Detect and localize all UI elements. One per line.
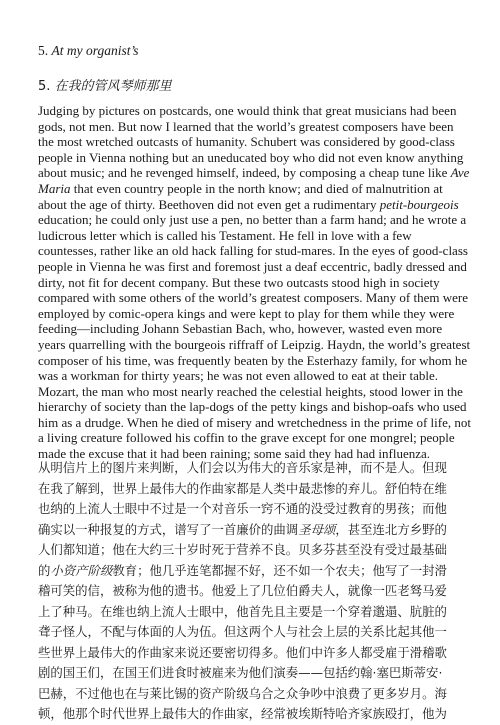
text-run: countesses, rather like an old hack falling for stud-mares. In the eyes of good-class bbox=[38, 243, 468, 259]
text-run: ，甚至连北方乡野的 bbox=[335, 521, 447, 537]
section-heading-english bbox=[38, 43, 139, 59]
text-line bbox=[38, 197, 470, 213]
text-line bbox=[38, 290, 470, 306]
text-line bbox=[38, 684, 470, 705]
text-line bbox=[38, 399, 470, 415]
text-line bbox=[38, 415, 470, 431]
text-run: 也纳的上流人士眼中不过是一个对音乐一窍不通的没受过教育的男孩；而他 bbox=[38, 501, 447, 516]
text-line bbox=[38, 306, 470, 322]
text-run: a living creature followed his coffin to the grave except for one mongrel; people bbox=[38, 430, 455, 446]
text-run: Judging by pictures on postcards, one would think that great musicians had been bbox=[38, 103, 457, 118]
text-line bbox=[38, 259, 470, 275]
text-line bbox=[38, 561, 470, 582]
text-line bbox=[38, 581, 470, 602]
text-line bbox=[38, 228, 470, 244]
text-line bbox=[38, 103, 470, 119]
text-run: 的 bbox=[38, 562, 51, 578]
section-heading-chinese bbox=[38, 75, 172, 94]
text-run: 巴赫，不过他也在与莱比锡的资产阶级乌合之众争吵中浪费了更多岁月。海 bbox=[38, 685, 447, 701]
text-line bbox=[38, 499, 470, 520]
text-line bbox=[38, 321, 470, 337]
text-line bbox=[38, 540, 470, 561]
text-run: people in Vienna he was first and foremost just a deaf eccentric, badly dressed and bbox=[38, 258, 467, 274]
text-run: that even country people in the north know; and died of malnutrition at bbox=[70, 180, 443, 196]
text-run: 聋子怪人，不配与体面的人为伍。但这两个人与社会上层的关系比起其他一 bbox=[38, 624, 447, 639]
text-run: ludicrous letter which is called his Testament. He fell in love with a few bbox=[38, 227, 412, 243]
text-run: 顿，他那个时代世界上最伟大的作曲家，经常被埃斯特哈齐家族殴打，他为 bbox=[38, 706, 447, 721]
text-run: 从明信片上的图片来判断，人们会以为伟大的音乐家是神，而不是人。但现 bbox=[38, 460, 447, 475]
text-run: the most wretched outcasts of humanity. Schubert was considered by good-class bbox=[38, 134, 455, 150]
italic-text: petit-bourgeois bbox=[379, 196, 459, 212]
text-run: compared with some others of the world’s greatest composers. Many of them were bbox=[38, 290, 468, 306]
text-line bbox=[38, 458, 470, 479]
section-number: 5. bbox=[38, 43, 49, 58]
text-run: people in Vienna nothing but an uneducated boy who did not even know anything bbox=[38, 149, 464, 165]
text-line bbox=[38, 704, 470, 725]
text-run: him as a drudge. When he died of misery and wretchedness in the prime of life, not bbox=[38, 414, 471, 430]
italic-text: 圣母颂 bbox=[298, 521, 336, 537]
section-title: 在我的管风琴师那里 bbox=[54, 79, 172, 94]
text-run: years quarrelling with the bourgeois riffraff of Leipzig. Haydn, the world’s greatest bbox=[38, 336, 471, 352]
text-run: employed by comic-opera kings and were kept to play for them while they were bbox=[38, 305, 455, 321]
text-run: about the age of thirty. Beethoven did not even get a rudimentary bbox=[38, 196, 380, 212]
text-line bbox=[38, 479, 470, 500]
text-run: 人们都知道；他在大约三十岁时死于营养不良。贝多芬甚至没有受过最基础 bbox=[38, 542, 447, 557]
text-run: 教育；他几乎连笔都握不好，还不如一个农夫；他写了一封滑 bbox=[112, 562, 447, 578]
text-run: feeding—including Johann Sebastian Bach, who, however, wasted even more bbox=[38, 321, 443, 337]
text-line bbox=[38, 275, 470, 291]
italic-text: Maria bbox=[38, 180, 71, 196]
text-line bbox=[38, 622, 470, 643]
text-line bbox=[38, 663, 470, 684]
text-run: about music; and he revenged himself, indeed, by composing a cheap tune like bbox=[38, 165, 451, 181]
text-run: 稽可笑的信，被称为他的遗书。他爱上了几位伯爵夫人，就像一匹老驽马爱 bbox=[38, 583, 447, 598]
section-title: At my organist’s bbox=[51, 43, 139, 58]
text-line bbox=[38, 643, 470, 664]
text-run: dirty, not fit for decent company. But these two outcasts stood high in society bbox=[38, 274, 440, 290]
text-line bbox=[38, 520, 470, 541]
text-line bbox=[38, 150, 470, 166]
text-line bbox=[38, 165, 470, 181]
text-line bbox=[38, 368, 470, 384]
text-run: 确实以一种报复的方式，谱写了一首廉价的曲调 bbox=[38, 521, 299, 537]
text-run: education; he could only just use a pen, no better than a farm hand; and he wrote a bbox=[38, 212, 467, 228]
text-line bbox=[38, 119, 470, 135]
text-line bbox=[38, 243, 470, 259]
text-line bbox=[38, 212, 470, 228]
text-line bbox=[38, 134, 470, 150]
text-run: composer of his time, was frequently beaten by the Esterhazy family, for whom he bbox=[38, 352, 468, 368]
text-line bbox=[38, 430, 470, 446]
text-run: 剧的国王们，在国王们进食时被雇来为他们演奏——包括约翰·塞巴斯蒂安· bbox=[38, 665, 443, 680]
italic-text: 小资产阶级 bbox=[50, 562, 113, 578]
text-run: Mozart, the man who most nearly reached the celestial heights, stood lower in the bbox=[38, 383, 463, 399]
text-line bbox=[38, 384, 470, 400]
text-line bbox=[38, 602, 470, 623]
text-line bbox=[38, 181, 470, 197]
text-run: gods, not men. But now I learned that the world’s greatest composers have been bbox=[38, 118, 454, 134]
text-run: 在我了解到，世界上最伟大的作曲家都是人类中最悲惨的弃儿。舒伯特在维 bbox=[38, 480, 447, 496]
text-run: 些世界上最伟大的作曲家来说还要密切得多。他们中许多人都受雇于滑稽歌 bbox=[38, 644, 447, 660]
body-paragraph-chinese bbox=[38, 458, 470, 721]
italic-text: Ave bbox=[450, 165, 470, 181]
text-run: hierarchy of society than the lap-dogs of the petty kings and bishop-oafs who used bbox=[38, 399, 467, 415]
text-run: made the excuse that it had been raining; some said they had had influenza. bbox=[38, 446, 431, 462]
body-paragraph-english bbox=[38, 103, 470, 462]
text-line bbox=[38, 337, 470, 353]
section-number: 5. bbox=[38, 79, 51, 94]
text-run: 上了种马。在维也纳上流人士眼中，他首先且主要是一个穿着邈遢、肮脏的 bbox=[38, 603, 447, 619]
text-run: was a workman for thirty years; he was not even allowed to eat at their table. bbox=[38, 368, 438, 384]
text-line bbox=[38, 353, 470, 369]
